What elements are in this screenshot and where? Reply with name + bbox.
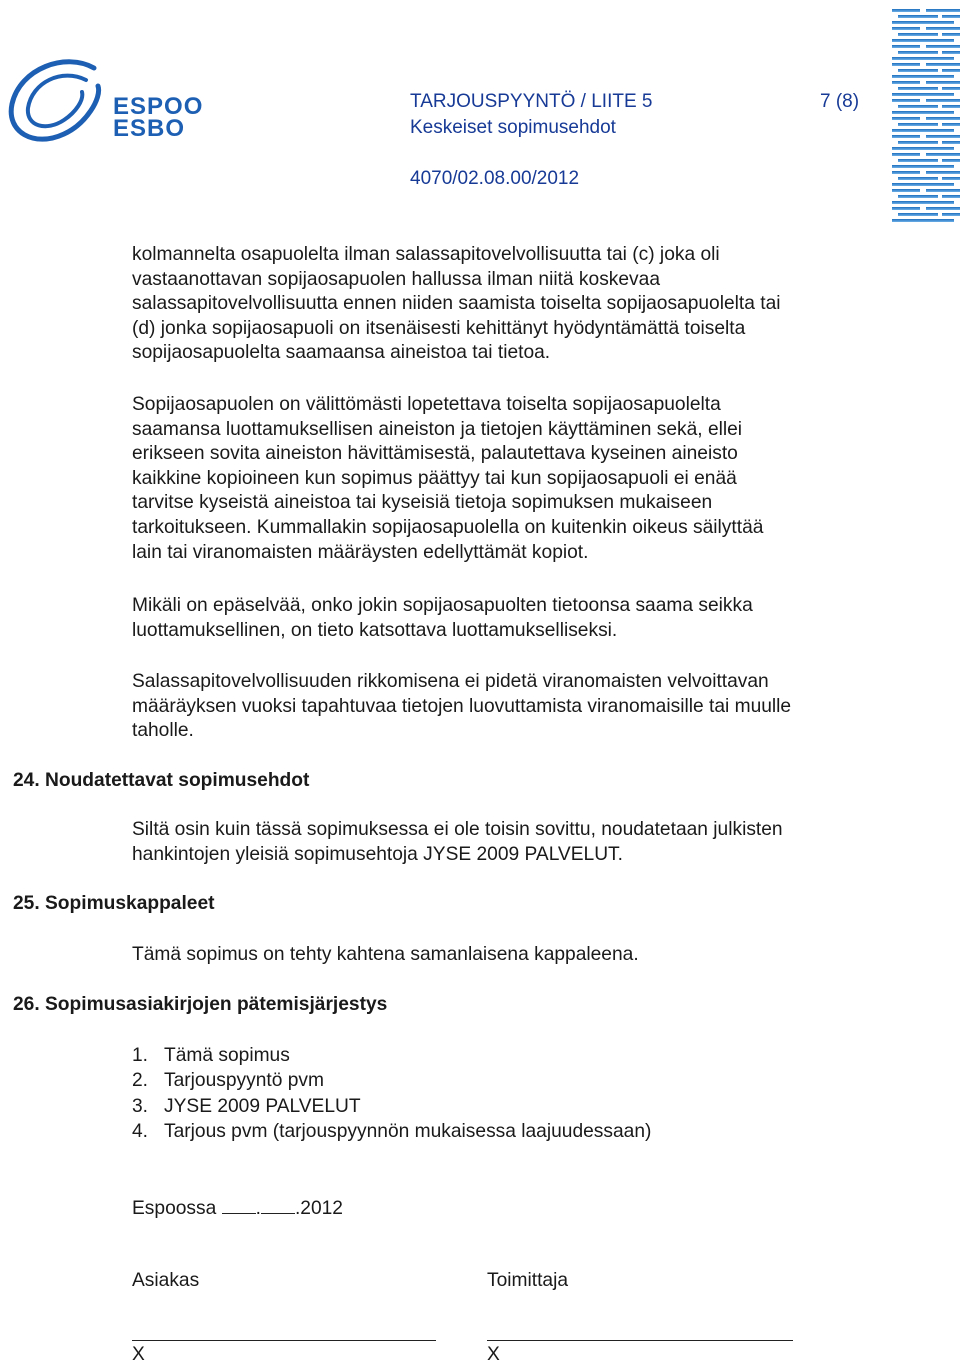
text-line: (d) jonka sopijaosapuoli on itsenäisesti kehittänyt hyödyntämättä toiselta	[132, 317, 746, 339]
stripe	[892, 93, 954, 96]
text-line: Sopijaosapuolen on välittömästi lopetettava toiselta sopijaosapuolelta	[132, 394, 721, 415]
reference-number: 4070/02.08.00/2012	[410, 168, 580, 189]
text-line: lain tai viranomaisten määräysten edellyttämät kopiot.	[132, 541, 589, 563]
stripe	[892, 165, 954, 168]
stripe	[892, 183, 954, 186]
section-25-text	[132, 943, 902, 968]
list-item-text: Tarjouspyyntö pvm	[164, 1070, 324, 1092]
stripe	[926, 135, 960, 138]
list-item-text: JYSE 2009 PALVELUT	[164, 1095, 361, 1117]
paragraph-return-of-material	[132, 393, 902, 565]
logo-text-esbo: ESBO	[113, 115, 186, 142]
text-line: Siltä osin kuin tässä sopimuksessa ei ole toisin sovittu, noudatetaan julkisten	[132, 819, 783, 840]
stripe	[926, 153, 960, 156]
stripe	[942, 159, 960, 162]
list-item-text: Tämä sopimus	[164, 1045, 290, 1066]
text-line: erikseen sovita aineiston hävittämisestä, palautettava kyseinen aineisto	[132, 443, 738, 465]
stripe	[926, 117, 960, 120]
text-line: tarvitse kyseistä aineistoa tai kyseisiä tietoja sopimuksen mukaiseen	[132, 492, 713, 514]
stripe	[892, 75, 954, 78]
text-line: Mikäli on epäselvää, onko jokin sopijaosapuolten tietoonsa saama seikka	[132, 595, 753, 616]
logo-text-espoo: ESPOO	[113, 93, 204, 120]
text-line: luottamuksellinen, on tieto katsottava luottamukselliseksi.	[132, 619, 618, 641]
stripe	[898, 141, 938, 144]
month-blank	[261, 1195, 295, 1214]
stripe	[942, 177, 960, 180]
paragraph-authority-disclosure	[132, 670, 902, 744]
stripe	[892, 9, 920, 12]
stripe	[898, 177, 938, 180]
text-line: tarkoitukseen. Kummallakin sopijaosapuolella on kuitenkin oikeus säilyttää	[132, 516, 764, 538]
stripe	[898, 213, 938, 216]
stripe	[942, 123, 960, 126]
document-subtitle: Keskeiset sopimusehdot	[410, 117, 616, 138]
section-heading-24: 24. Noudatettavat sopimusehdot	[13, 770, 310, 791]
page-number: 7 (8)	[820, 91, 860, 112]
place-name: Espoossa	[132, 1198, 217, 1219]
stripe	[898, 33, 938, 36]
section-24-text	[132, 818, 902, 867]
stripe	[926, 9, 960, 12]
stripe	[942, 51, 960, 54]
stripe	[892, 45, 920, 48]
list-item	[132, 1068, 651, 1093]
stripe	[942, 141, 960, 144]
stripe	[892, 99, 920, 102]
stripe	[926, 99, 960, 102]
list-number: 1.	[132, 1045, 149, 1066]
text-line: saamansa luottamuksellisen aineiston ja tietojen käyttäminen sekä, ellei	[132, 418, 743, 440]
section-heading-25: 25. Sopimuskappaleet	[13, 893, 215, 914]
supplier-label: Toimittaja	[487, 1270, 569, 1291]
list-item-text: Tarjous pvm (tarjouspyynnön mukaisessa laajuudessaan)	[164, 1120, 652, 1142]
year-text: .2012	[294, 1198, 343, 1219]
stripe	[942, 69, 960, 72]
list-number: 2.	[132, 1070, 149, 1092]
client-signature-mark: X	[132, 1344, 145, 1365]
stripe	[892, 135, 920, 138]
stripe	[892, 63, 920, 66]
stripe	[942, 15, 960, 18]
espoo-logo	[6, 58, 206, 150]
stripe	[892, 39, 954, 42]
stripe	[892, 81, 920, 84]
text-line: sopijaosapuolelta saamaansa aineistoa tai tietoa.	[132, 342, 551, 364]
list-number: 3.	[132, 1095, 149, 1117]
text-line: hankintojen yleisiä sopimusehtoja JYSE 2009 PALVELUT.	[132, 843, 623, 865]
stripe	[892, 207, 920, 210]
day-blank	[222, 1195, 256, 1214]
stripe	[942, 105, 960, 108]
stripe	[898, 159, 938, 162]
text-line: Tämä sopimus on tehty kahtena samanlaisena kappaleena.	[132, 944, 639, 965]
stripe	[898, 123, 938, 126]
document-title: TARJOUSPYYNTÖ / LIITE 5	[410, 91, 653, 112]
stripe	[892, 57, 954, 60]
stripe	[898, 195, 938, 198]
stripe	[892, 27, 920, 30]
stripe	[942, 195, 960, 198]
text-line: kolmannelta osapuolelta ilman salassapitovelvollisuutta tai (c) joka oli	[132, 244, 720, 265]
stripe	[942, 33, 960, 36]
stripe	[898, 105, 938, 108]
stripe	[892, 189, 920, 192]
stripe	[892, 117, 920, 120]
text-line: kaikkine kopioineen kun sopimus päättyy tai kun sopijaosapuoli ei enää	[132, 467, 737, 489]
text-line: vastaanottavan sopijaosapuolen hallussa ilman niitä koskevaa	[132, 268, 660, 290]
stripe	[926, 45, 960, 48]
client-label: Asiakas	[132, 1270, 200, 1291]
text-line: määräyksen vuoksi tapahtuvaa tietojen luovuttamista viranomaisille tai muulle	[132, 695, 792, 717]
supplier-signature-line	[487, 1340, 793, 1341]
stripe	[892, 21, 954, 24]
section-heading-26: 26. Sopimusasiakirjojen pätemisjärjestys	[13, 994, 388, 1015]
paragraph-unclear-confidentiality	[132, 594, 902, 643]
supplier-signature-mark: X	[487, 1344, 500, 1365]
stripe	[926, 27, 960, 30]
document-precedence-list	[132, 1043, 651, 1144]
stripe	[898, 51, 938, 54]
list-item	[132, 1119, 651, 1144]
stripe	[892, 219, 954, 222]
decorative-stripe-pattern	[892, 5, 960, 223]
place-date-line	[132, 1195, 343, 1220]
stripe	[926, 63, 960, 66]
stripe	[892, 201, 954, 204]
stripe	[898, 87, 938, 90]
stripe	[926, 171, 960, 174]
stripe	[892, 171, 920, 174]
list-item	[132, 1094, 651, 1119]
date-separator: .	[255, 1198, 261, 1219]
text-line: Salassapitovelvollisuuden rikkomisena ei pidetä viranomaisten velvoittavan	[132, 671, 769, 692]
stripe	[926, 81, 960, 84]
stripe	[926, 189, 960, 192]
list-item	[132, 1043, 651, 1068]
stripe	[892, 153, 920, 156]
stripe	[926, 207, 960, 210]
espoo-swirl-icon	[6, 58, 116, 150]
list-number: 4.	[132, 1120, 149, 1142]
paragraph-confidentiality-exceptions	[132, 243, 902, 366]
stripe	[898, 15, 938, 18]
text-line: taholle.	[132, 720, 194, 742]
stripe	[892, 129, 954, 132]
stripe	[892, 147, 954, 150]
stripe	[942, 213, 960, 216]
stripe	[898, 69, 938, 72]
client-signature-line	[132, 1340, 436, 1341]
text-line: salassapitovelvollisuutta ennen niiden saamista toiselta sopijaosapuolelta tai	[132, 293, 781, 315]
stripe	[892, 111, 954, 114]
stripe	[942, 87, 960, 90]
